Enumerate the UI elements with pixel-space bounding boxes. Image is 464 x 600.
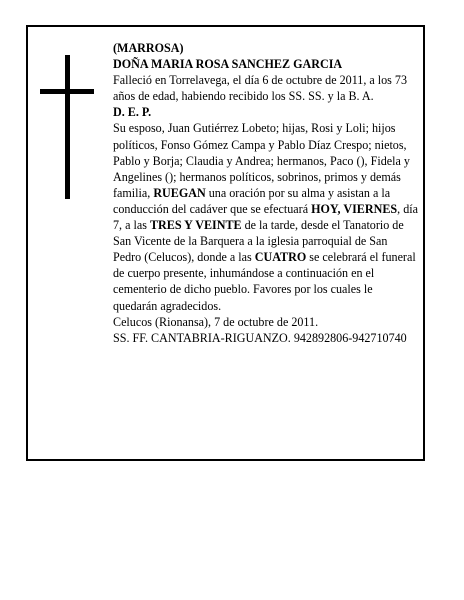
time-keyword: TRES Y VEINTE <box>149 218 242 233</box>
place-date: Celucos (Rionansa), 7 de octubre de 2011. <box>113 314 319 329</box>
deceased-name: DOÑA MARIA ROSA SANCHEZ GARCIA <box>113 57 343 72</box>
notice-text <box>113 40 418 346</box>
day-text: , día 7, a las <box>113 201 418 233</box>
funeral-time-keyword: CUATRO <box>254 250 307 265</box>
cross-icon <box>40 55 94 199</box>
request-text: una oración por su alma y asistan a la conducción del cadáver que se efectuará <box>113 185 391 216</box>
death-statement: Falleció en Torrelavega, el día 6 de octubre de 2011, a los 73 años de edad, habiendo recibido los SS. SS. y la B. A. <box>113 73 408 104</box>
day-keyword: HOY, VIERNES <box>311 201 398 216</box>
funeral-home: SS. FF. CANTABRIA-RIGUANZO. 942892806-942710740 <box>113 330 407 345</box>
funeral-text: se celebrará el funeral de cuerpo presente, inhumándose a continuación en el cementerio de dicho pueblo. Favores por los cuales le quedarán agradecidos. <box>113 250 416 313</box>
deceased-alias: (MARROSA) <box>113 41 184 55</box>
cross-horizontal-bar <box>40 89 94 94</box>
cross-vertical-bar <box>65 55 70 199</box>
family-paragraph <box>113 120 418 313</box>
time-text: de la tarde, desde el Tanatorio de San Vicente de la Barquera a la iglesia parroquial de San Pedro (Celucos), donde a las <box>113 218 404 265</box>
request-keyword: RUEGAN <box>153 185 206 200</box>
obituary-notice <box>26 25 425 461</box>
rip-line: D. E. P. <box>113 105 152 120</box>
family-text: Su esposo, Juan Gutiérrez Lobeto; hijas, Rosi y Loli; hijos políticos, Fonso Gómez Campa y Pablo Díaz Crespo; nietos, Pablo y Borja; Claudia y Andrea; hermanos, Paco (), Fidela y Angelines (); hermanos políticos, sobrinos, primos y demás familia, <box>113 121 410 200</box>
